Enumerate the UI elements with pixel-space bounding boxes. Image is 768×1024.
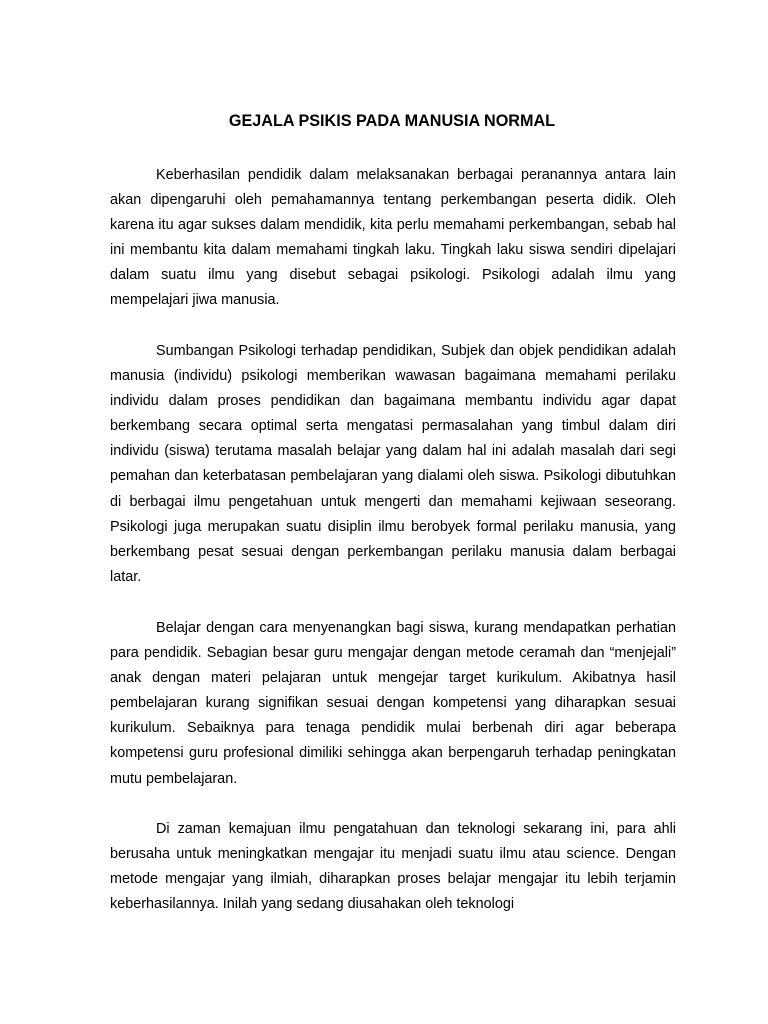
paragraph: Di zaman kemajuan ilmu pengatahuan dan teknologi sekarang ini, para ahli berusaha untuk meningkatkan mengajar itu menjadi suatu ilmu atau science. Dengan metode mengajar yang ilmiah, diharapkan proses belajar mengajar itu lebih terjamin keberhasilannya. Inilah yang sedang diusahakan oleh teknologi bbox=[110, 821, 676, 913]
paragraph: Sumbangan Psikologi terhadap pendidikan, Subjek dan objek pendidikan adalah manusia (individu) psikologi memberikan wawasan bagaimana memahami perilaku individu dalam proses pendidikan dan bagaimana membantu individu agar dapat berkembang secara optimal serta mengatasi permasalahan yang timbul dalam diri individu (siswa) terutama masalah belajar yang dalam hal ini adalah masalah dari segi pemahan dan keterbatasan pembelajaran yang dialami oleh siswa. Psikologi dibutuhkan di berbagai ilmu pengetahuan untuk mengerti dan memahami kejiwaan seseorang. Psikologi juga merupakan suatu disiplin ilmu berobyek formal perilaku manusia, yang berkembang pesat sesuai dengan perkembangan perilaku manusia dalam berbagai latar. bbox=[110, 343, 676, 585]
paragraph: Keberhasilan pendidik dalam melaksanakan berbagai peranannya antara lain akan dipengaruhi oleh pemahamannya tentang perkembangan peserta didik. Oleh karena itu agar sukses dalam mendidik, kita perlu memahami perkembangan, sebab hal ini membantu kita dalam memahami tingkah laku. Tingkah laku siswa sendiri dipelajari dalam suatu ilmu yang disebut sebagai psikologi. Psikologi adalah ilmu yang mempelajari jiwa manusia. bbox=[110, 167, 676, 309]
document-title: GEJALA PSIKIS PADA MANUSIA NORMAL bbox=[228, 112, 556, 130]
paragraph: Belajar dengan cara menyenangkan bagi siswa, kurang mendapatkan perhatian para pendidik. Sebagian besar guru mengajar dengan metode ceramah dan “menjejali” anak dengan materi pelajaran untuk mengejar target kurikulum. Akibatnya hasil pembelajaran kurang signifikan sesuai dengan kompetensi yang diharapkan sesuai kurikulum. Sebaiknya para tenaga pendidik mulai berbenah diri agar beberapa kompetensi guru profesional dimiliki sehingga akan berpengaruh terhadap peningkatan mutu pembelajaran. bbox=[110, 620, 676, 787]
